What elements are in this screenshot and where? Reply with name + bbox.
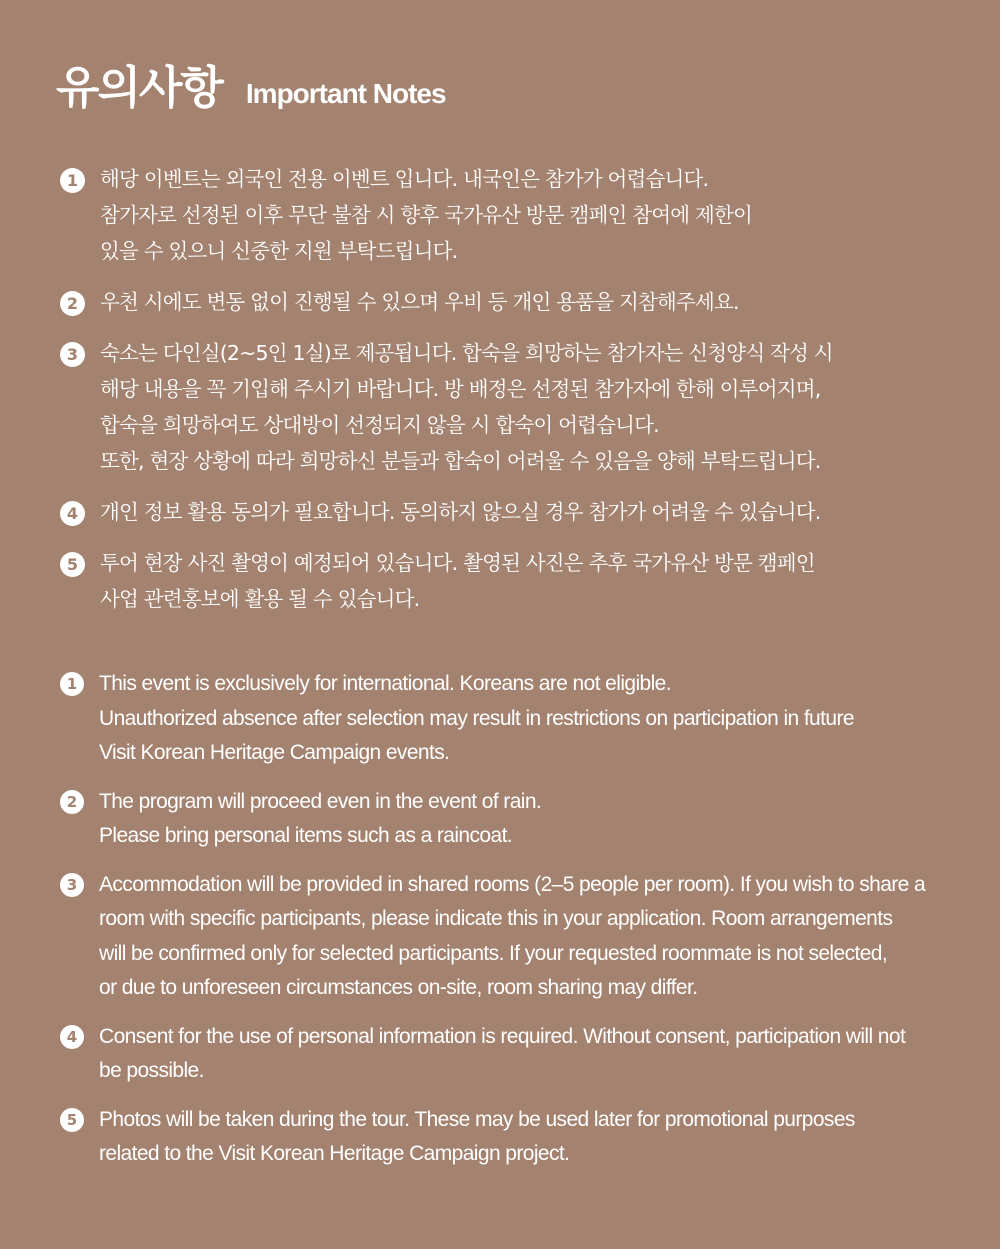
note-line: 투어 현장 사진 촬영이 예정되어 있습니다. 촬영된 사진은 추후 국가유산 방문 캠페인 bbox=[100, 551, 815, 575]
note-line: 개인 정보 활용 동의가 필요합니다. 동의하지 않으실 경우 참가가 어려울 수 있습니다. bbox=[100, 500, 821, 524]
english-note-3 bbox=[60, 868, 960, 1006]
note-text bbox=[99, 785, 541, 854]
note-line: Accommodation will be provided in shared rooms (2–5 people per room). If you wish to share a bbox=[99, 872, 926, 896]
note-line: be possible. bbox=[99, 1059, 204, 1082]
note-text bbox=[100, 494, 820, 530]
note-text bbox=[99, 868, 925, 1006]
note-line: 숙소는 다인실(2~5인 1실)로 제공됩니다. 합숙을 희망하는 참가자는 신청양식 작성 시 bbox=[100, 341, 833, 365]
note-line: or due to unforeseen circumstances on-site, room sharing may differ. bbox=[99, 976, 698, 999]
note-line: This event is exclusively for international. Koreans are not eligible. bbox=[99, 672, 671, 695]
note-line: 사업 관련홍보에 활용 될 수 있습니다. bbox=[100, 587, 420, 611]
note-line: related to the Visit Korean Heritage Campaign project. bbox=[99, 1142, 570, 1165]
number-badge: 3 bbox=[60, 873, 84, 897]
note-line: 우천 시에도 변동 없이 진행될 수 있으며 우비 등 개인 용품을 지참해주세요. bbox=[100, 290, 739, 314]
note-line: 합숙을 희망하여도 상대방이 선정되지 않을 시 합숙이 어렵습니다. bbox=[100, 413, 659, 437]
english-notes-list bbox=[60, 667, 960, 1186]
note-line: Unauthorized absence after selection may result in restrictions on participation in future bbox=[99, 706, 854, 730]
number-badge: 5 bbox=[60, 552, 85, 577]
number-badge: 3 bbox=[60, 342, 85, 367]
page-title-english: Important Notes bbox=[245, 78, 446, 109]
note-line: Consent for the use of personal information is required. Without consent, participation will not bbox=[99, 1024, 906, 1048]
note-line: will be confirmed only for selected participants. If your requested roommate is not selected, bbox=[99, 941, 888, 965]
note-line: Photos will be taken during the tour. These may be used later for promotional purposes bbox=[99, 1107, 855, 1131]
note-line: 있을 수 있으니 신중한 지원 부탁드립니다. bbox=[100, 239, 458, 263]
korean-note-1 bbox=[60, 161, 960, 269]
number-badge: 4 bbox=[60, 501, 85, 526]
korean-note-4 bbox=[60, 494, 960, 530]
korean-note-5 bbox=[60, 545, 960, 617]
note-text bbox=[100, 335, 833, 479]
note-text bbox=[100, 161, 752, 269]
page-title-korean: 유의사항 bbox=[56, 61, 222, 114]
note-line: 해당 이벤트는 외국인 전용 이벤트 입니다. 내국인은 참가가 어렵습니다. bbox=[100, 167, 709, 191]
number-badge: 5 bbox=[60, 1108, 84, 1132]
note-text bbox=[99, 1103, 855, 1172]
note-line: 참가자로 선정된 이후 무단 불참 시 향후 국가유산 방문 캠페인 참여에 제한이 bbox=[100, 203, 752, 227]
note-line: room with specific participants, please indicate this in your application. Room arrangements bbox=[99, 907, 893, 930]
korean-note-2 bbox=[60, 284, 960, 320]
english-note-1 bbox=[60, 667, 960, 771]
note-line: The program will proceed even in the event of rain. bbox=[99, 789, 542, 813]
note-text bbox=[100, 545, 815, 617]
number-badge: 1 bbox=[60, 168, 85, 193]
page-header bbox=[56, 56, 446, 116]
note-text bbox=[99, 667, 854, 771]
number-badge: 2 bbox=[60, 291, 85, 316]
english-note-5 bbox=[60, 1103, 960, 1172]
korean-note-3 bbox=[60, 335, 960, 479]
note-text bbox=[100, 284, 739, 320]
english-note-2 bbox=[60, 785, 960, 854]
note-line: Visit Korean Heritage Campaign events. bbox=[99, 741, 450, 764]
note-line: 해당 내용을 꼭 기입해 주시기 바랍니다. 방 배정은 선정된 참가자에 한해 이루어지며, bbox=[100, 377, 821, 401]
korean-notes-list bbox=[60, 161, 960, 632]
number-badge: 1 bbox=[60, 672, 84, 696]
note-text bbox=[99, 1020, 905, 1089]
number-badge: 4 bbox=[60, 1025, 84, 1049]
english-note-4 bbox=[60, 1020, 960, 1089]
note-line: 또한, 현장 상황에 따라 희망하신 분들과 합숙이 어려울 수 있음을 양해 부탁드립니다. bbox=[100, 449, 821, 473]
number-badge: 2 bbox=[60, 790, 84, 814]
note-line: Please bring personal items such as a raincoat. bbox=[99, 824, 513, 847]
